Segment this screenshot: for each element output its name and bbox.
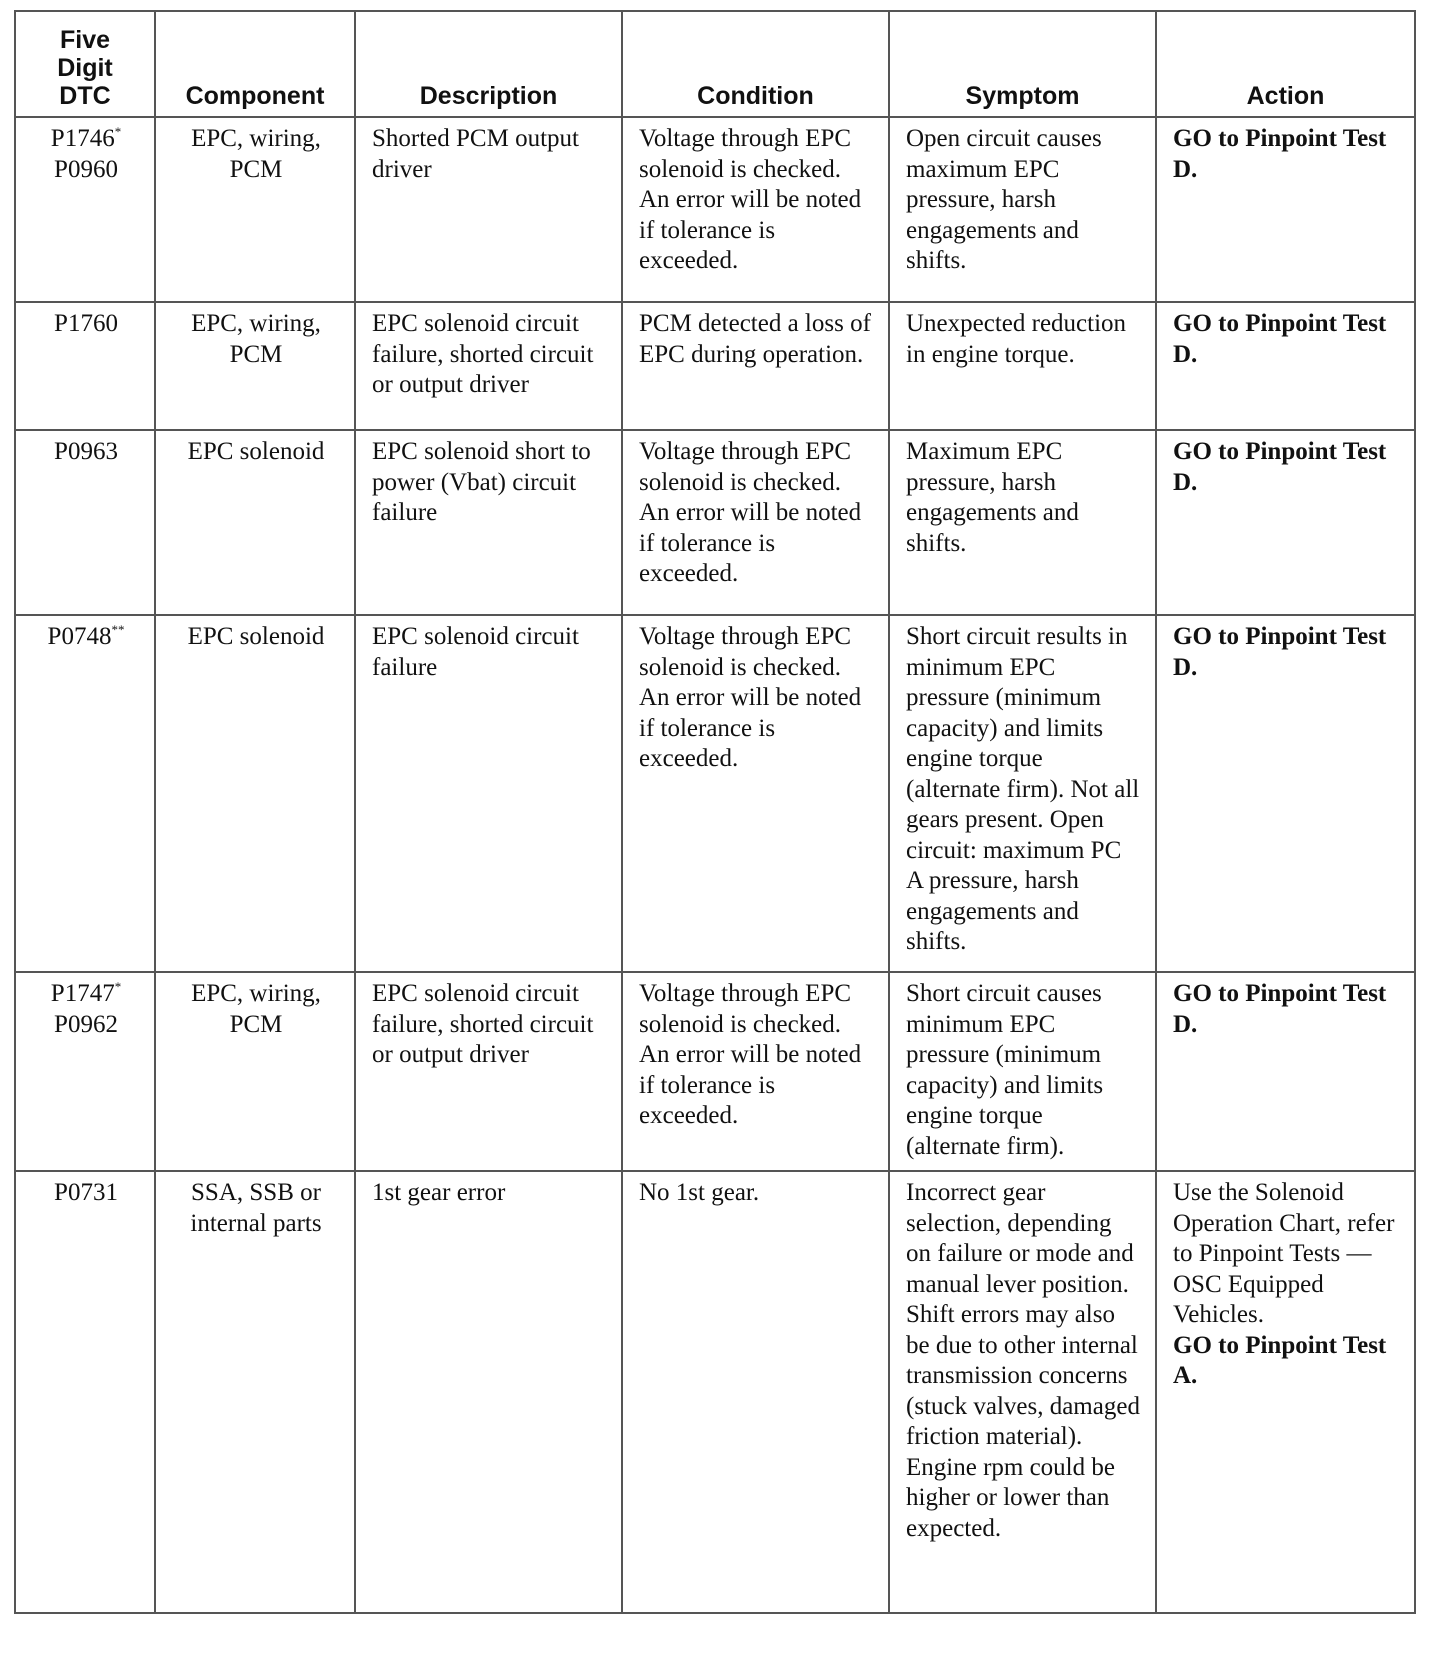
footnote-mark: * [114, 979, 122, 994]
dtc-code-cell [15, 302, 155, 430]
table-row [15, 615, 1415, 972]
condition-cell: Voltage through EPC solenoid is checked. An error will be noted if tolerance is exceeded. [622, 972, 889, 1171]
symptom-cell: Open circuit causes maximum EPC pressure, harsh engagements and shifts. [889, 117, 1156, 302]
header-dtc-line: DTC [59, 82, 111, 110]
condition-cell: Voltage through EPC solenoid is checked. An error will be noted if tolerance is exceeded. [622, 117, 889, 302]
footnote-mark: * [114, 124, 122, 139]
symptom-cell: Maximum EPC pressure, harsh engagements and shifts. [889, 430, 1156, 615]
dtc-code: P1746* [50, 124, 122, 152]
dtc-code: P0962 [54, 1010, 118, 1038]
symptom-cell: Short circuit results in minimum EPC pressure (minimum capacity) and limits engine torque (alternate firm). Not all gears present. Open circuit: maximum PC A pressure, harsh engagements and shifts. [889, 615, 1156, 972]
table-row [15, 430, 1415, 615]
dtc-code-cell [15, 615, 155, 972]
condition-cell: PCM detected a loss of EPC during operation. [622, 302, 889, 430]
action-link: GO to Pinpoint Test D. [1173, 623, 1387, 681]
header-dtc [15, 11, 155, 117]
description-cell: Shorted PCM output driver [355, 117, 622, 302]
action-link: GO to Pinpoint Test A. [1173, 1331, 1387, 1389]
description-cell: EPC solenoid circuit failure, shorted circuit or output driver [355, 972, 622, 1171]
description-cell: EPC solenoid short to power (Vbat) circuit failure [355, 430, 622, 615]
condition-cell: No 1st gear. [622, 1171, 889, 1613]
action-link: GO to Pinpoint Test D. [1173, 980, 1387, 1038]
dtc-code-cell [15, 1171, 155, 1613]
action-cell [1156, 117, 1415, 302]
action-link: GO to Pinpoint Test D. [1173, 125, 1387, 183]
component-cell: EPC, wiring, PCM [155, 302, 355, 430]
action-link: GO to Pinpoint Test D. [1173, 438, 1387, 496]
header-symptom: Symptom [889, 11, 1156, 117]
action-link: GO to Pinpoint Test D. [1173, 310, 1387, 368]
component-cell: SSA, SSB or internal parts [155, 1171, 355, 1613]
table-row [15, 1171, 1415, 1613]
description-cell: EPC solenoid circuit failure, shorted circuit or output driver [355, 302, 622, 430]
action-cell [1156, 972, 1415, 1171]
symptom-cell: Short circuit causes minimum EPC pressure (minimum capacity) and limits engine torque (alternate firm). [889, 972, 1156, 1171]
dtc-code-cell [15, 972, 155, 1171]
header-component: Component [155, 11, 355, 117]
action-text: Use the Solenoid Operation Chart, refer to Pinpoint Tests — OSC Equipped Vehicles. [1173, 1179, 1395, 1328]
component-cell: EPC, wiring, PCM [155, 117, 355, 302]
description-cell: EPC solenoid circuit failure [355, 615, 622, 972]
action-cell [1156, 615, 1415, 972]
condition-cell: Voltage through EPC solenoid is checked. An error will be noted if tolerance is exceeded. [622, 615, 889, 972]
header-condition: Condition [622, 11, 889, 117]
table-row [15, 302, 1415, 430]
dtc-code-cell [15, 430, 155, 615]
header-dtc-line: Five [59, 26, 111, 54]
table-body [15, 117, 1415, 1613]
action-cell [1156, 302, 1415, 430]
dtc-code: P0963 [54, 438, 118, 465]
header-description: Description [355, 11, 622, 117]
dtc-code: P1760 [54, 310, 118, 337]
header-dtc-line: Digit [57, 54, 113, 82]
component-cell: EPC, wiring, PCM [155, 972, 355, 1171]
dtc-table [14, 10, 1416, 1614]
dtc-code-cell [15, 117, 155, 302]
footnote-mark: ** [111, 622, 125, 637]
action-cell [1156, 1171, 1415, 1613]
dtc-code: P1747* [50, 979, 122, 1007]
symptom-cell: Incorrect gear selection, depending on failure or mode and manual lever position. Shift errors may also be due to other internal transmission concerns (stuck valves, damaged friction material). Engine rpm could be higher or lower than expected. [889, 1171, 1156, 1613]
dtc-code: P0731 [54, 1179, 118, 1206]
header-row [15, 11, 1415, 117]
dtc-code: P0960 [54, 155, 118, 183]
header-action: Action [1156, 11, 1415, 117]
condition-cell: Voltage through EPC solenoid is checked. An error will be noted if tolerance is exceeded. [622, 430, 889, 615]
component-cell: EPC solenoid [155, 615, 355, 972]
table-row [15, 972, 1415, 1171]
description-cell: 1st gear error [355, 1171, 622, 1613]
component-cell: EPC solenoid [155, 430, 355, 615]
action-cell [1156, 430, 1415, 615]
dtc-code: P0748** [47, 622, 125, 650]
symptom-cell: Unexpected reduction in engine torque. [889, 302, 1156, 430]
table-row [15, 117, 1415, 302]
